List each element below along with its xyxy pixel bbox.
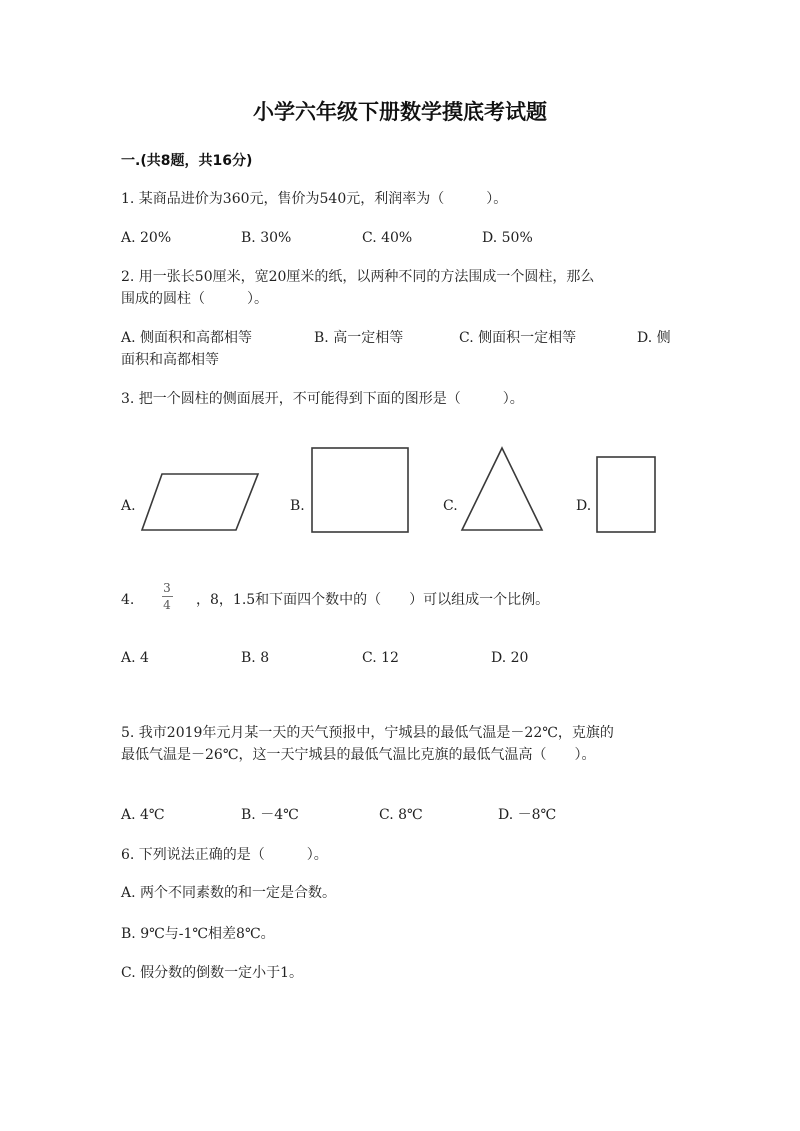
question-2-option-a: A. 侧面积和高都相等 — [121, 330, 253, 346]
question-5-option-b: B. －4℃ — [241, 807, 299, 823]
question-1-option-a: A. 20% — [121, 230, 172, 246]
section-heading: 一.(共8题，共16分) — [121, 153, 253, 169]
question-1-option-d: D. 50% — [482, 230, 533, 246]
fraction-three-quarters — [158, 581, 176, 612]
page-title: 小学六年级下册数学摸底考试题 — [253, 100, 547, 124]
question-2-option-c: C. 侧面积一定相等 — [459, 330, 577, 346]
question-3-label-b: B. — [290, 498, 305, 514]
question-2-stem-line-1: 2. 用一张长50厘米，宽20厘米的纸，以两种不同的方法围成一个圆柱，那么 — [121, 269, 595, 285]
question-5-option-a: A. 4℃ — [121, 807, 165, 823]
square-icon — [310, 446, 412, 534]
fraction-numerator: 3 — [163, 581, 171, 595]
question-1-option-b: B. 30% — [241, 230, 292, 246]
question-4-number: 4. — [121, 592, 135, 608]
parallelogram-icon — [140, 470, 260, 534]
question-4-stem: ，8，1.5和下面四个数中的（ ）可以组成一个比例。 — [196, 592, 550, 608]
question-4-option-a: A. 4 — [121, 650, 149, 666]
question-6-stem: 6. 下列说法正确的是（ ）。 — [121, 847, 328, 863]
question-3-label-a: A. — [121, 498, 136, 514]
fraction-denominator: 4 — [163, 598, 171, 612]
fraction-bar — [162, 596, 173, 597]
question-3-label-d: D. — [576, 498, 592, 514]
question-2-option-b: B. 高一定相等 — [314, 330, 404, 346]
question-5-stem-line-1: 5. 我市2019年元月某一天的天气预报中，宁城县的最低气温是－22℃，克旗的 — [121, 725, 614, 741]
triangle-icon — [460, 444, 546, 534]
question-3-label-c: C. — [443, 498, 458, 514]
question-2-option-d: D. 侧 — [637, 330, 671, 346]
rectangle-icon — [595, 455, 659, 535]
question-6-option-c: C. 假分数的倒数一定小于1。 — [121, 965, 304, 981]
question-3-stem: 3. 把一个圆柱的侧面展开，不可能得到下面的图形是（ ）。 — [121, 391, 524, 407]
question-4-option-b: B. 8 — [241, 650, 270, 666]
question-4-option-d: D. 20 — [491, 650, 529, 666]
question-6-option-b: B. 9℃与-1℃相差8℃。 — [121, 926, 275, 942]
question-2-stem-line-2: 围成的圆柱（ ）。 — [121, 291, 268, 307]
question-5-option-c: C. 8℃ — [379, 807, 423, 823]
question-6-option-a: A. 两个不同素数的和一定是合数。 — [121, 885, 337, 901]
question-5-stem-line-2: 最低气温是－26℃，这一天宁城县的最低气温比克旗的最低气温高（ ）。 — [121, 747, 596, 763]
question-1-option-c: C. 40% — [362, 230, 413, 246]
question-1-stem: 1. 某商品进价为360元，售价为540元，利润率为（ ）。 — [121, 191, 508, 207]
question-5-option-d: D. －8℃ — [498, 807, 557, 823]
question-2-option-d-continued: 面积和高都相等 — [121, 352, 219, 368]
question-4-option-c: C. 12 — [362, 650, 399, 666]
